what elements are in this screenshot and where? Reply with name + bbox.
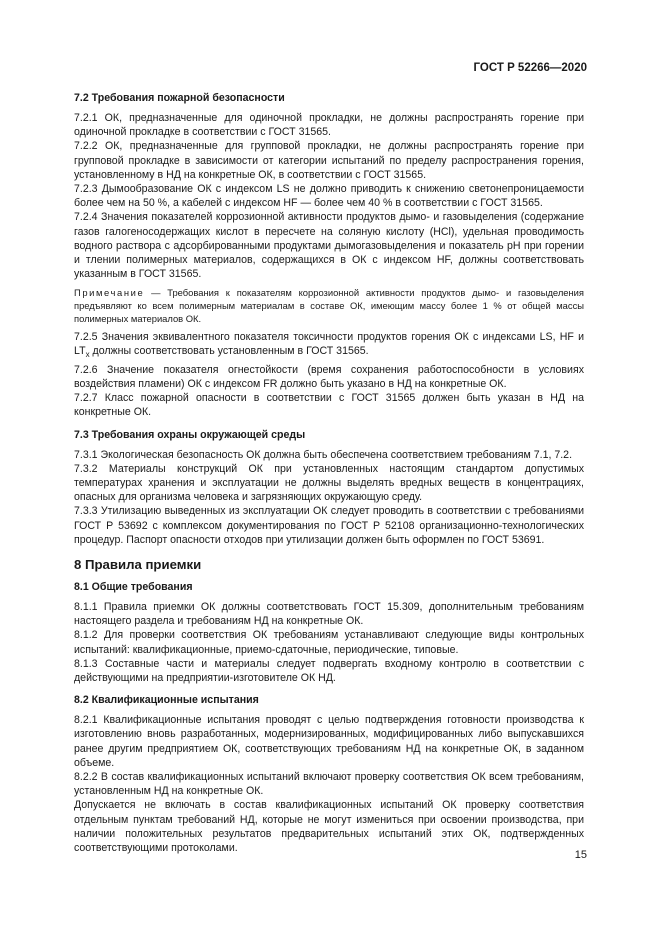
paragraph-8-2-2: 8.2.2 В состав квалификационных испытаний включают проверку соответствия ОК всем требованиям, установленным НД на конкретные ОК. xyxy=(74,771,584,798)
paragraph-7-2-6: 7.2.6 Значение показателя огнестойкости (время сохранения работоспособности в условиях воздействия пламени) ОК с индексом FR должно быть указано в НД на конкретные ОК. xyxy=(74,363,584,390)
subscript-x: x xyxy=(85,350,90,360)
paragraph-7-2-4: 7.2.4 Значения показателей коррозионной активности продуктов дымо- и газовыделения (содержание газов галогеносодержащих кислот в пересчете на соляную кислоту (HCl), удельная проводимость водного раствора с адсорбированными продуктами дымогазовыделения и показатель pH при горении и тлении полимерных материалов, содержащихся в ОК с индексом HF, должны соответствовать указанным в ГОСТ 31565. xyxy=(74,211,584,281)
note-label: Примечание xyxy=(74,287,145,299)
note xyxy=(74,287,584,325)
paragraph-7-2-5-end: должны соответствовать установленным в ГОСТ 31565. xyxy=(89,345,369,358)
note-text: — Требования к показателям коррозионной активности продуктов дымо- и газовыделения предъявляют ко всем полимерным материалам в составе ОК, имеющим массу более 1 % от общей массы полимерных материалов ОК. xyxy=(74,287,584,324)
paragraph-7-2-2: 7.2.2 ОК, предназначенные для групповой прокладки, не должны распространять горение при групповой прокладке в зависимости от категории испытаний по пределу распространения горения, установленному в НД на конкретные ОК, в соответствии с ГОСТ 31565. xyxy=(74,140,584,181)
paragraph-7-2-1: 7.2.1 ОК, предназначенные для одиночной прокладки, не должны распространять горение при одиночной прокладке в соответствии с ГОСТ 31565. xyxy=(74,112,584,139)
document-header: ГОСТ Р 52266—2020 xyxy=(473,62,587,74)
page-number: 15 xyxy=(574,849,587,861)
section-8-1-heading: 8.1 Общие требования xyxy=(74,580,193,593)
paragraph-8-2-1: 8.2.1 Квалификационные испытания проводят с целью подтверждения готовности производства к изготовлению вновь разработанных, модернизированных, модифицированных либо выпускавшихся ранее другим предприятием ОК, соответствующих требованиям НД на конкретные ОК, в заданном объеме. xyxy=(74,714,584,769)
paragraph-7-2-5 xyxy=(74,330,584,363)
paragraph-8-1-3: 8.1.3 Составные части и материалы следует подвергать входному контролю в соответствии с действующими на предприятии-изготовителе ОК НД. xyxy=(74,657,584,684)
paragraph-7-2-7: 7.2.7 Класс пожарной опасности в соответствии с ГОСТ 31565 должен быть указан в НД на конкретные ОК. xyxy=(74,392,584,419)
page-body xyxy=(74,91,584,855)
paragraph-8-1-1: 8.1.1 Правила приемки ОК должны соответствовать ГОСТ 15.309, дополнительным требованиям настоящего раздела и требованиям НД на конкретные ОК. xyxy=(74,600,584,628)
section-8-heading: 8 Правила приемки xyxy=(74,556,202,572)
paragraph-7-2-3: 7.2.3 Дымообразование ОК с индексом LS не должно приводить к снижению светонепроницаемости более чем на 50 %, а кабелей с индексом HF — более чем 40 % в соответствии с ГОСТ 31565. xyxy=(74,183,584,210)
section-7-2-heading: 7.2 Требования пожарной безопасности xyxy=(74,92,285,104)
section-8-2-heading: 8.2 Квалификационные испытания xyxy=(74,694,259,707)
paragraph-8-2-2-cont: Допускается не включать в состав квалификационных испытаний ОК проверку соответствия отдельным пунктам требований НД, которые не могут измениться при освоении производства, при наличии положительных результатов предварительных испытаний этих ОК, подтвержденных соответствующими протоколами. xyxy=(74,799,584,855)
paragraph-7-3-1: 7.3.1 Экологическая безопасность ОК должна быть обеспечена соответствием требованиям 7.1, 7.2. xyxy=(74,448,573,461)
paragraph-8-1-2: 8.1.2 Для проверки соответствия ОК требованиям устанавливают следующие виды контрольных испытаний: квалификационные, приемо-сдаточные, периодические, типовые. xyxy=(74,629,584,656)
paragraph-7-3-3: 7.3.3 Утилизацию выведенных из эксплуатации ОК следует проводить в соответствии с требованиями ГОСТ Р 53692 с комплексом документирования по ГОСТ Р 52108 организационно-технологических процедур. Паспорт опасности отходов при утилизации должен быть оформлен по ГОСТ 53691. xyxy=(74,505,584,546)
paragraph-7-2-5-start: 7.2.5 Значения эквивалентного показателя токсичности продуктов горения ОК с индексами LS, HF и LT xyxy=(74,331,584,358)
paragraph-7-3-2: 7.3.2 Материалы конструкций ОК при установленных настоящим стандартом допустимых температурах хранения и эксплуатации не должны выделять вредных веществ в концентрациях, опасных для организма человека и загрязняющих окружающую среду. xyxy=(74,462,584,504)
section-7-3-heading: 7.3 Требования охраны окружающей среды xyxy=(74,428,306,441)
